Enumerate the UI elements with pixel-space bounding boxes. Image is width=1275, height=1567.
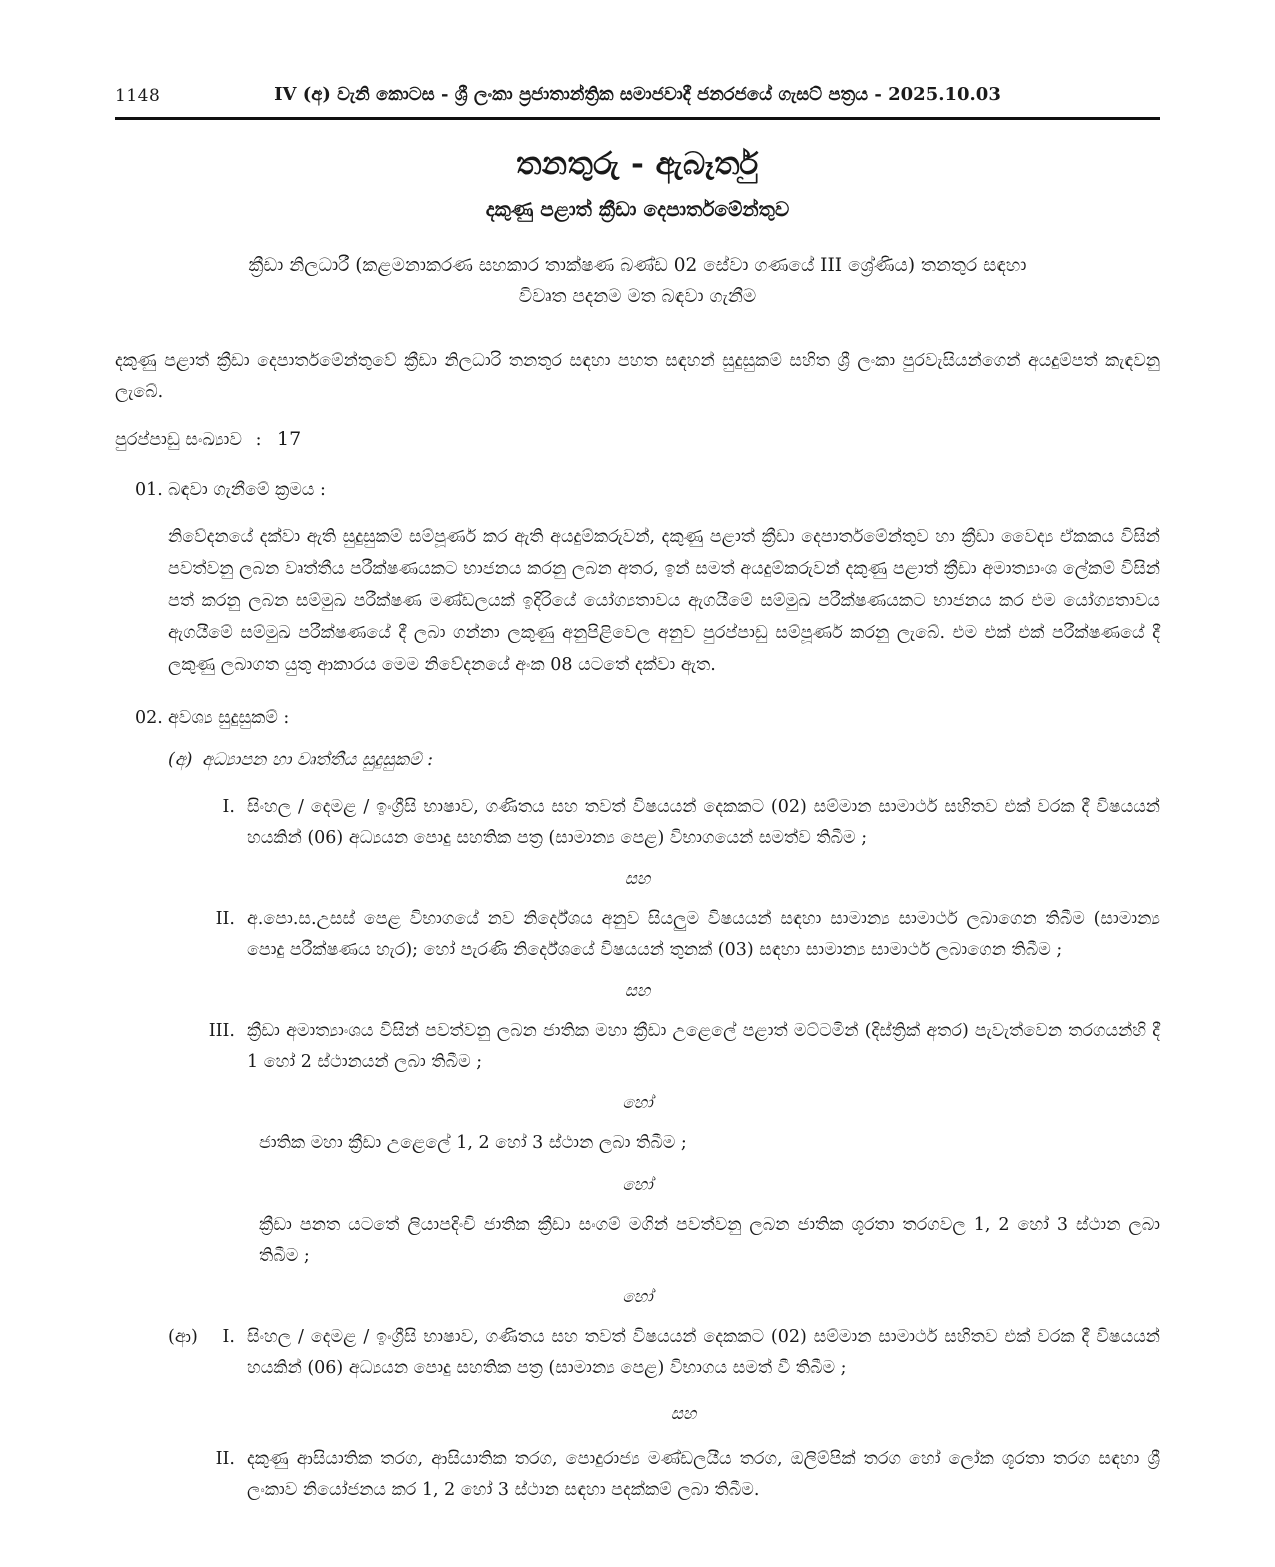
intro-paragraph: දකුණු පළාත් ක්‍රීඩා දෙපාර්තමේන්තුවේ ක්‍රීඩා නිලධාරි තනතුර සඳහා පහත සඳහන් සුදුසුකම් සහිත ශ්‍රී ලංකා පුරවැසියන්ගෙන් අයදුම්පත් කැඳවනු ලැබේ. bbox=[115, 351, 1160, 403]
header-rule bbox=[115, 117, 1160, 120]
position-heading-line1: ක්‍රීඩා නිලධාරී (කළමනාකරණ සහකාර තාක්ෂණ බණ්ඩ 02 සේවා ගණයේ III ශ්‍රේණිය) තනතුර සඳහා bbox=[248, 255, 1027, 276]
part-b bbox=[168, 1322, 1160, 1507]
page-header bbox=[115, 84, 1160, 105]
part-b-item-1-text: සිංහල / දෙමළ / ඉංග්‍රීසි භාෂාව, ගණිතය සහ තවත් විෂයයන් දෙකකට (02) සම්මාන සාමාර්ථ සහිතව එක් වරක දී විෂයයන් හයකින් (06) අධ්‍යයන පොදු සහතික පත්‍ර (සාමාන්‍ය පෙළ) විභාගය සමත් වී තිබීම ; bbox=[247, 1326, 1160, 1378]
part-a-heading: අධ්‍යාපන හා වෘත්තීය සුදුසුකම් : bbox=[202, 749, 434, 770]
part-b-item-2-text: දකුණු ආසියාතික තරග, ආසියාතික තරග, පොදුරාජ්‍ය මණ්ඩලයීය තරග, ඔලිම්පික් තරග හෝ ලෝක ශූරතා තරග සඳහා ශ්‍රී ලංකාව නියෝජනය කර 1, 2 හෝ 3 ස්ථාන සඳහා පදක්කම් ලබා තිබීම. bbox=[247, 1449, 1160, 1501]
part-a-item-3-numeral: III. bbox=[208, 1021, 235, 1042]
conjunction-and-2: සහ bbox=[624, 981, 651, 1002]
part-a-item-1-text: සිංහල / දෙමළ / ඉංග්‍රීසි භාෂාව, ගණිතය සහ තවත් විෂයයන් දෙකකට (02) සම්මාන සාමාර්ථ සහිතව එක් වරක දී විෂයයන් හයකින් (06) අධ්‍යයන පොදු සහතික පත්‍ර (සාමාන්‍ය පෙළ) විභාගයෙන් සමත්ව තිබීම ; bbox=[247, 796, 1160, 848]
part-a-heading-row bbox=[168, 750, 1160, 770]
page-number: 1148 bbox=[115, 86, 161, 106]
section-01 bbox=[115, 480, 1160, 681]
part-a-item-2 bbox=[207, 904, 1160, 966]
section-02 bbox=[115, 708, 1160, 1507]
conjunction-or-1: හෝ bbox=[622, 1093, 653, 1114]
conjunction-and-1: සහ bbox=[624, 868, 651, 889]
part-a-item-1 bbox=[207, 792, 1160, 854]
section-01-number: 01. bbox=[135, 480, 163, 501]
part-b-item-2 bbox=[207, 1444, 1160, 1506]
part-b-item-2-numeral: II. bbox=[215, 1449, 235, 1470]
part-a-alternative-1: ජාතික මහා ක්‍රීඩා උළෙලේ 1, 2 හෝ 3 ස්ථාන ලබා තිබීම ; bbox=[259, 1133, 687, 1154]
part-b-item-1-numeral: I. bbox=[222, 1326, 235, 1347]
part-b-items bbox=[207, 1322, 1160, 1507]
part-a-item-3-text: ක්‍රීඩා අමාත්‍යාංශය විසින් පවත්වනු ලබන ජාතික මහා ක්‍රීඩා උළෙලේ පළාත් මට්ටමින් (දිස්ත්‍රික් අතර) පැවැත්වෙන තරගයන්හි දී 1 හෝ 2 ස්ථානයන් ලබා තිබීම ; bbox=[247, 1021, 1160, 1073]
section-01-heading-row bbox=[135, 480, 1160, 500]
conjunction-or-3: හෝ bbox=[622, 1286, 653, 1307]
section-02-heading: අවශ්‍ය සුදුසුකම් : bbox=[168, 707, 290, 728]
conjunction-or-2: හෝ bbox=[622, 1174, 653, 1195]
part-a-alternative-2: ක්‍රීඩා පනත යටතේ ලියාපදිංචි ජාතික ක්‍රීඩා සංගම් මගින් පවත්වනු ලබන ජාතික ශූරතා තරගවල 1, 2 හෝ 3 ස්ථාන ලබා තිබීම ; bbox=[259, 1214, 1160, 1266]
part-a-item-1-numeral: I. bbox=[222, 796, 235, 817]
notice-title: තනතුරු - ඇබෑර්තු bbox=[516, 146, 759, 182]
part-a-item-2-numeral: II. bbox=[215, 908, 235, 929]
section-01-body: නිවේදනයේ දක්වා ඇති සුදුසුකම් සම්පූර්ණ කර ඇති අයදුම්කරුවන්, දකුණු පළාත් ක්‍රීඩා දෙපාර්තමේන්තුව හා ක්‍රීඩා වෛද්‍ය ඒකකය විසින් පවත්වනු ලබන වෘත්තීය පරීක්ෂණයකට භාජනය කරනු ලබන අතර, ඉන් සමත් අයදුම්කරුවන් දකුණු පළාත් ක්‍රීඩා අමාත්‍යාංශ ලේකම් විසින් පත් කරනු ලබන සම්මුඛ පරීක්ෂණ මණ්ඩලයක් ඉදිරියේ යෝග්‍යතාවය ඇගයීමේ සම්මුඛ පරීක්ෂණයකට භාජනය කර එම යෝග්‍යතාවය ඇගයීමේ සම්මුඛ පරීක්ෂණයේ දී ලබා ගන්නා ලකුණු අනුපිළිවෙල අනුව පුරප්පාඩු සම්පූර්ණ කරනු ලැබේ. එම එක් එක් පරීක්ෂණයේ දී ලකුණු ලබාගත යුතු ආකාරය මෙම නිවේදනයේ අංක 08 යටතේ දක්වා ඇත. bbox=[168, 527, 1160, 675]
position-heading-line2: විවෘත පදනම මත බඳවා ගැනීම bbox=[518, 285, 757, 307]
section-02-heading-row bbox=[135, 708, 1160, 728]
conjunction-and-3: සහ bbox=[670, 1404, 697, 1425]
department-name: දකුණු පළාත් ක්‍රීඩා දෙපාර්තමේන්තුව bbox=[485, 197, 790, 221]
position-heading bbox=[115, 251, 1160, 312]
vacancies-count: 17 bbox=[277, 428, 302, 451]
vacancies-line bbox=[115, 428, 1160, 450]
gazette-header-title: IV (අ) වැනි කොටස - ශ්‍රී ලංකා ප්‍රජාතාන්ත්‍රික සමාජවාදී ජනරජයේ ගැසට් පත්‍රය - 2025.10.03 bbox=[274, 84, 1001, 105]
part-a-item-2-text: අ.පො.ස.උසස් පෙළ විභාගයේ නව නිර්දේශය අනුව සියලුම විෂයයන් සඳහා සාමාන්‍ය සාමාර්ථ ලබාගෙන තිබීම (සාමාන්‍ය පොදු පරීක්ෂණය හැර); හෝ පැරණි නිර්දේශයේ විෂයයන් තුනක් (03) සඳහා සාමාන්‍ය සාමාර්ථ ලබාගෙන තිබීම ; bbox=[247, 908, 1160, 960]
part-b-label: (ආ) bbox=[168, 1326, 198, 1347]
vacancies-colon: : bbox=[255, 430, 262, 451]
vacancies-label: පුරප්පාඩු සංඛ්‍යාව bbox=[115, 430, 242, 451]
part-a-label: (අ) bbox=[168, 749, 193, 770]
part-b-item-1 bbox=[207, 1322, 1160, 1384]
section-02-number: 02. bbox=[135, 707, 163, 728]
part-a-item-3 bbox=[207, 1016, 1160, 1078]
section-01-heading: බඳවා ගැනීමේ ක්‍රමය : bbox=[168, 480, 326, 501]
